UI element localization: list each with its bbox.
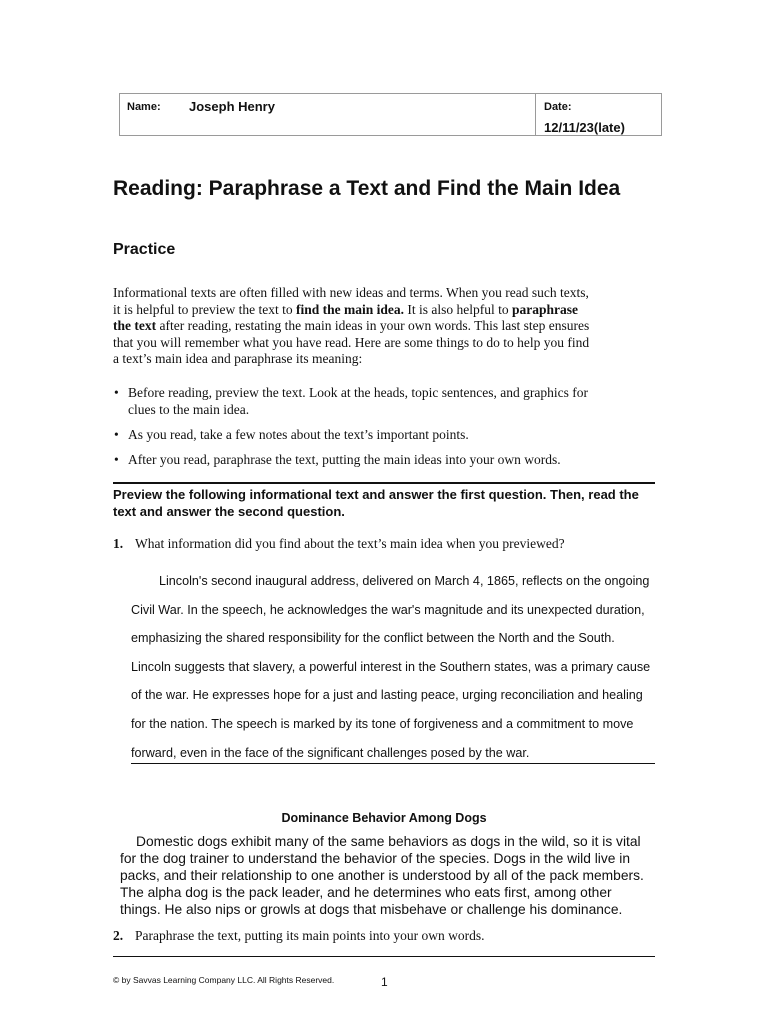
passage-text: Domestic dogs exhibit many of the same behaviors as dogs in the wild, so it is vital for the dog trainer to understand the behavior of the species. Dogs in the wild live in packs, and their relationship to one another is understood by all of the pack members. The alpha dog is the pack leader, and he determines who eats first, among other things. He also nips or growls at dogs that misbehave or challenge his dominance.: [120, 834, 644, 917]
list-item: • As you read, take a few notes about the text’s important points.: [113, 427, 593, 444]
date-value: 12/11/23(late): [544, 120, 625, 135]
answer-line[interactable]: [113, 956, 655, 957]
question-text: What information did you find about the text’s main idea when you previewed?: [135, 536, 565, 551]
intro-text-3: after reading, restating the main ideas in your own words. This last step ensures that you will remember what you have read. Here are some things to do to help you find a text’s main idea and paraphrase its meaning:: [113, 318, 590, 366]
answer-line: [131, 763, 655, 764]
intro-paragraph: [113, 285, 593, 368]
question-1: [113, 536, 653, 553]
header-divider: [535, 94, 536, 135]
intro-text-1: Informational texts are often filled with new ideas and terms. When you read such texts, it is helpful to preview the text to: [113, 285, 589, 317]
intro-text-2: It is also helpful to: [403, 301, 512, 317]
list-item: • Before reading, preview the text. Look at the heads, topic sentences, and graphics for clues to the main idea.: [113, 385, 593, 418]
question-number: 2.: [113, 928, 124, 943]
answer-1-text[interactable]: Lincoln's second inaugural address, delivered on March 4, 1865, reflects on the ongoing Civil War. In the speech, he acknowledges the war's magnitude and its unexpected duration, emphasizing the shared responsibility for the conflict between the North and the South. Lincoln suggests that slavery, a powerful interest in the Southern states, was a primary cause of the war. He expresses hope for a just and lasting peace, urging reconciliation and healing for the nation. The speech is marked by its tone of forgiveness and a commitment to move forward, even in the face of the significant challenges posed by the war.: [131, 574, 651, 760]
page-number: 1: [381, 975, 388, 989]
tips-list: [113, 385, 593, 477]
list-item: • After you read, paraphrase the text, putting the main ideas into your own words.: [113, 452, 593, 469]
section-heading: Practice: [113, 241, 176, 258]
date-label: Date:: [544, 101, 572, 113]
passage-title: Dominance Behavior Among Dogs: [281, 811, 487, 825]
instruction-text: Preview the following informational text and answer the first question. Then, read the text and answer the second question.: [113, 487, 639, 519]
question-text: Paraphrase the text, putting its main points into your own words.: [135, 928, 485, 943]
intro-bold-main-idea: find the main idea.: [295, 301, 404, 317]
copyright-text: © by Savvas Learning Company LLC. All Rights Reserved.: [113, 975, 335, 985]
page-title: Reading: Paraphrase a Text and Find the Main Idea: [113, 177, 621, 200]
question-2: [113, 928, 653, 945]
name-value: Joseph Henry: [189, 99, 275, 114]
name-label: Name:: [127, 101, 161, 113]
intro-bold-paraphrase: paraphrase the text: [113, 301, 578, 333]
question-number: 1.: [113, 536, 124, 551]
section-divider: [113, 482, 655, 484]
header-table: [119, 93, 662, 136]
